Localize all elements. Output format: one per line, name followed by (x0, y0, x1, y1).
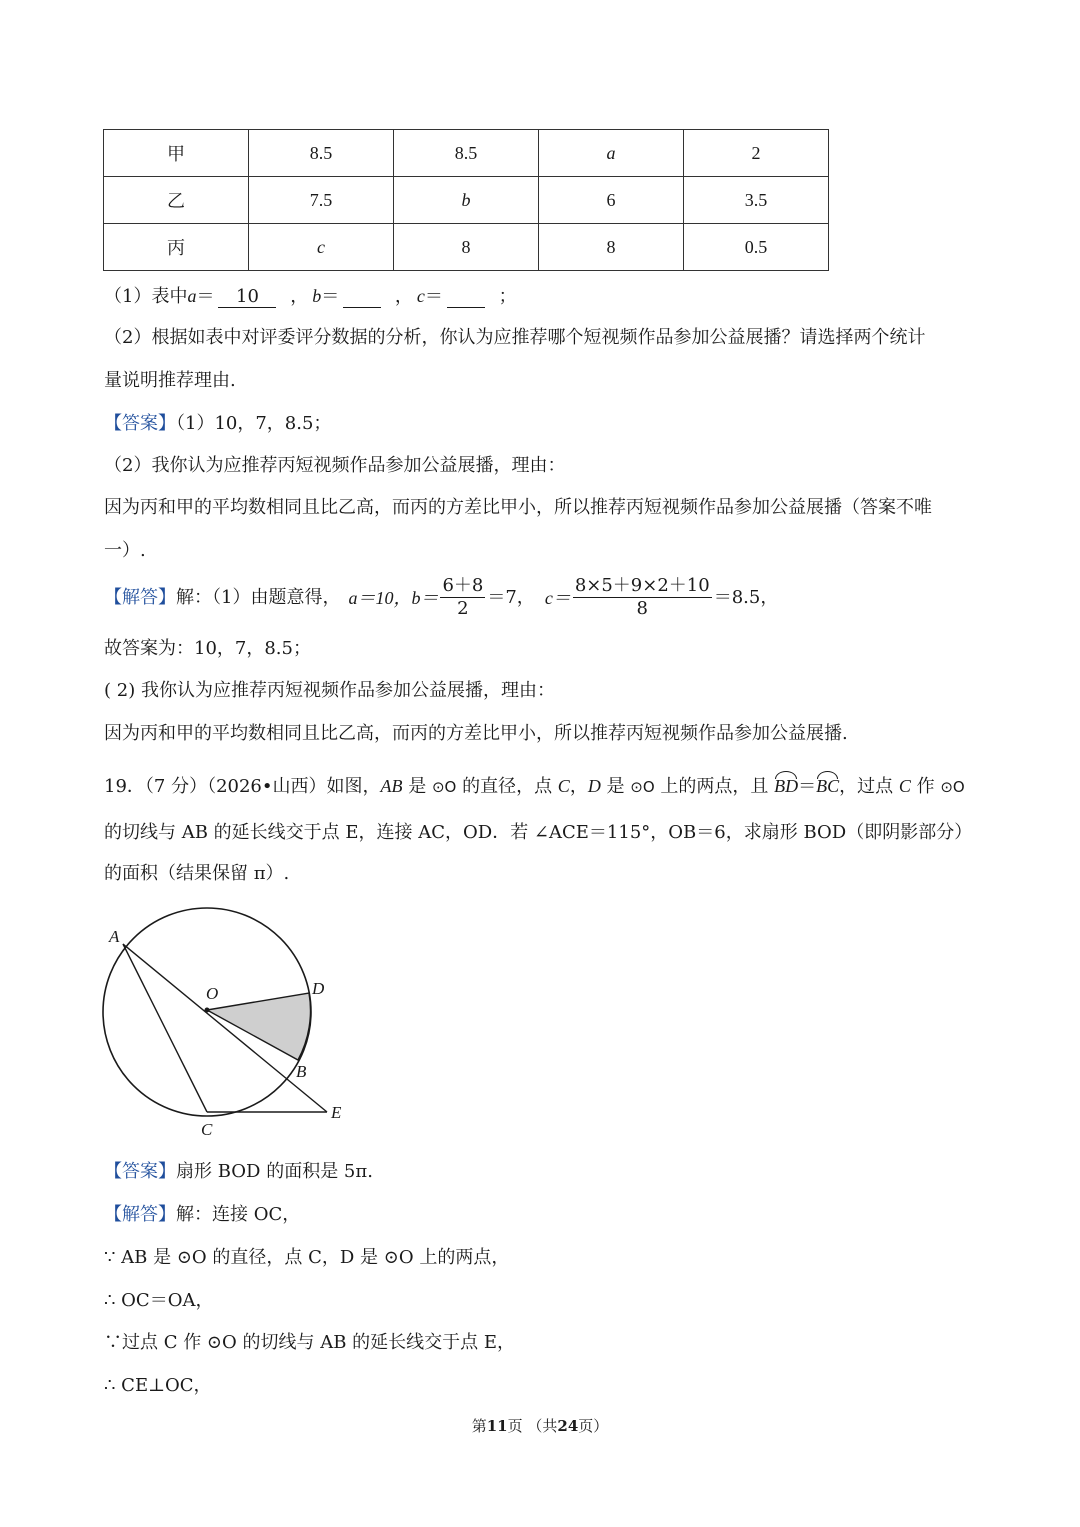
solution-19-line-3: ∴ OC＝OA， (104, 1290, 214, 1311)
q19-text: ，过点 (839, 776, 899, 797)
question-19-line-2: 的切线与 AB 的延长线交于点 E，连接 AC，OD．若 ∠ACE＝115°，OB＝6，求扇形 BOD（即阴影部分） (104, 822, 973, 843)
circle-symbol: ⊙O (630, 778, 655, 796)
q19-text: AB (380, 776, 403, 796)
label-e: E (331, 1103, 342, 1122)
table-cell: c (248, 224, 393, 271)
page-number: 11 (486, 1417, 508, 1435)
solution-1-line-4: 因为丙和甲的平均数相同且比乙高，而丙的方差比甲小，所以推荐丙短视频作品参加公益展播. (104, 723, 848, 744)
fraction-denominator: 2 (457, 598, 469, 619)
table-cell: 甲 (104, 130, 249, 177)
comma: ， (290, 286, 309, 307)
b-fraction (440, 575, 485, 620)
table-cell: 8.5 (248, 130, 393, 177)
q19-text: D (587, 776, 601, 796)
table-cell: 7.5 (248, 177, 393, 224)
solution-tag: 【解答】 (104, 586, 176, 608)
label-d: D (312, 979, 325, 998)
answer-1-line-2: （2）我你认为应推荐丙短视频作品参加公益展播，理由： (104, 455, 566, 476)
blank-c (447, 287, 485, 308)
table-cell: 8.5 (394, 130, 539, 177)
table-cell: 乙 (104, 177, 249, 224)
arc-bc: BC (816, 776, 840, 796)
arc-bd: BD (774, 776, 799, 796)
answer-text: （1）10，7，8.5； (176, 413, 332, 434)
table-cell: 6 (539, 177, 684, 224)
q1-prefix: （1）表中 (104, 286, 188, 307)
label-c: C (201, 1120, 213, 1139)
equals-sign: ＝ (321, 286, 340, 307)
label-b: B (296, 1062, 307, 1081)
page-footer (0, 1415, 1080, 1436)
var-b: b (312, 286, 322, 306)
total-pages: 24 (557, 1417, 579, 1435)
footer-text: 页） (578, 1417, 609, 1435)
q19-text: 19．（7 分）（2026•山西）如图， (104, 776, 381, 797)
footer-text: 页 （共 (507, 1417, 558, 1435)
answer-1-line-4: 一）. (104, 540, 146, 561)
circle-symbol: ⊙O (940, 778, 965, 796)
center-dot (205, 1008, 210, 1013)
solution-19-line-2: ∵ AB 是 ⊙O 的直径，点 C，D 是 ⊙O 上的两点， (104, 1247, 510, 1268)
question-2-line-2: 量说明推荐理由. (104, 370, 236, 391)
table-row (104, 224, 829, 271)
table-cell: b (394, 177, 539, 224)
blank-b (343, 287, 381, 308)
c-rhs: ＝8.5， (713, 586, 779, 608)
answer-1-line-3: 因为丙和甲的平均数相同且比乙高，而丙的方差比甲小，所以推荐丙短视频作品参加公益展播（答案不唯 (104, 497, 932, 518)
question-1-line (104, 284, 517, 309)
footer-text: 第 (471, 1417, 487, 1435)
solution-19-line-4: ∵过点 C 作 ⊙O 的切线与 AB 的延长线交于点 E， (104, 1332, 516, 1353)
fraction-numerator: 8×5＋9×2＋10 (574, 575, 710, 596)
table-cell: 2 (683, 130, 828, 177)
q19-text: 的直径，点 (456, 776, 558, 797)
question-19-line-1 (104, 774, 965, 799)
solution-19-line-5: ∴ CE⊥OC， (104, 1375, 212, 1396)
table-cell: 8 (394, 224, 539, 271)
answer-1-line (104, 412, 331, 436)
answer-tag: 【答案】 (104, 413, 176, 434)
solution-19-line-1 (104, 1203, 300, 1227)
answer-text: 扇形 BOD 的面积是 5π. (176, 1161, 373, 1182)
q19-text: 是 (600, 776, 631, 797)
circle-figure (95, 900, 355, 1145)
b-lhs: b＝ (411, 587, 439, 608)
equals-sign: ＝ (798, 776, 817, 797)
solution-tag: 【解答】 (104, 1204, 176, 1225)
score-table (103, 129, 829, 271)
question-19-line-3: 的面积（结果保留 π）. (104, 863, 290, 884)
solution-lead: 解：（1）由题意得， (176, 586, 341, 608)
c-lhs: c＝ (544, 587, 571, 608)
q19-text: C (557, 776, 570, 796)
solution-1-line-2: 故答案为：10，7，8.5； (104, 638, 311, 659)
fraction-denominator: 8 (636, 598, 648, 619)
question-2-line-1: （2）根据如表中对评委评分数据的分析，你认为应推荐哪个短视频作品参加公益展播？请选择两个统计 (104, 327, 926, 348)
solution-1-line-3: ( 2) 我你认为应推荐丙短视频作品参加公益展播，理由： (104, 680, 555, 701)
c-fraction (573, 575, 712, 620)
table-row (104, 130, 829, 177)
table-cell: 8 (539, 224, 684, 271)
table-cell: 0.5 (683, 224, 828, 271)
label-o: O (206, 984, 219, 1003)
solution-1-line (104, 575, 778, 620)
table-cell: 3.5 (683, 177, 828, 224)
comma: ， (394, 286, 413, 307)
fraction-numerator: 6＋8 (442, 575, 484, 596)
var-c: c (416, 286, 425, 306)
solution-text: 解：连接 OC， (176, 1204, 301, 1225)
q19-text: ， (569, 776, 588, 797)
q19-text: 是 (402, 776, 432, 797)
q19-text: 作 (910, 776, 941, 797)
b-rhs: ＝7， (487, 586, 535, 608)
label-a: A (109, 927, 120, 946)
var-a: a (187, 286, 197, 306)
a-equation: a＝10， (348, 587, 412, 608)
q19-text: C (898, 776, 911, 796)
answer-tag: 【答案】 (104, 1161, 176, 1182)
equals-sign: ＝ (424, 286, 443, 307)
blank-a: 10 (218, 287, 276, 308)
answer-19-line (104, 1160, 373, 1184)
table-row (104, 177, 829, 224)
table-cell: 丙 (104, 224, 249, 271)
q19-text: 上的两点，且 (654, 776, 775, 797)
equals-sign: ＝ (196, 286, 215, 307)
semicolon: ； (498, 286, 517, 307)
circle-symbol: ⊙O (431, 778, 457, 796)
table-cell: a (539, 130, 684, 177)
